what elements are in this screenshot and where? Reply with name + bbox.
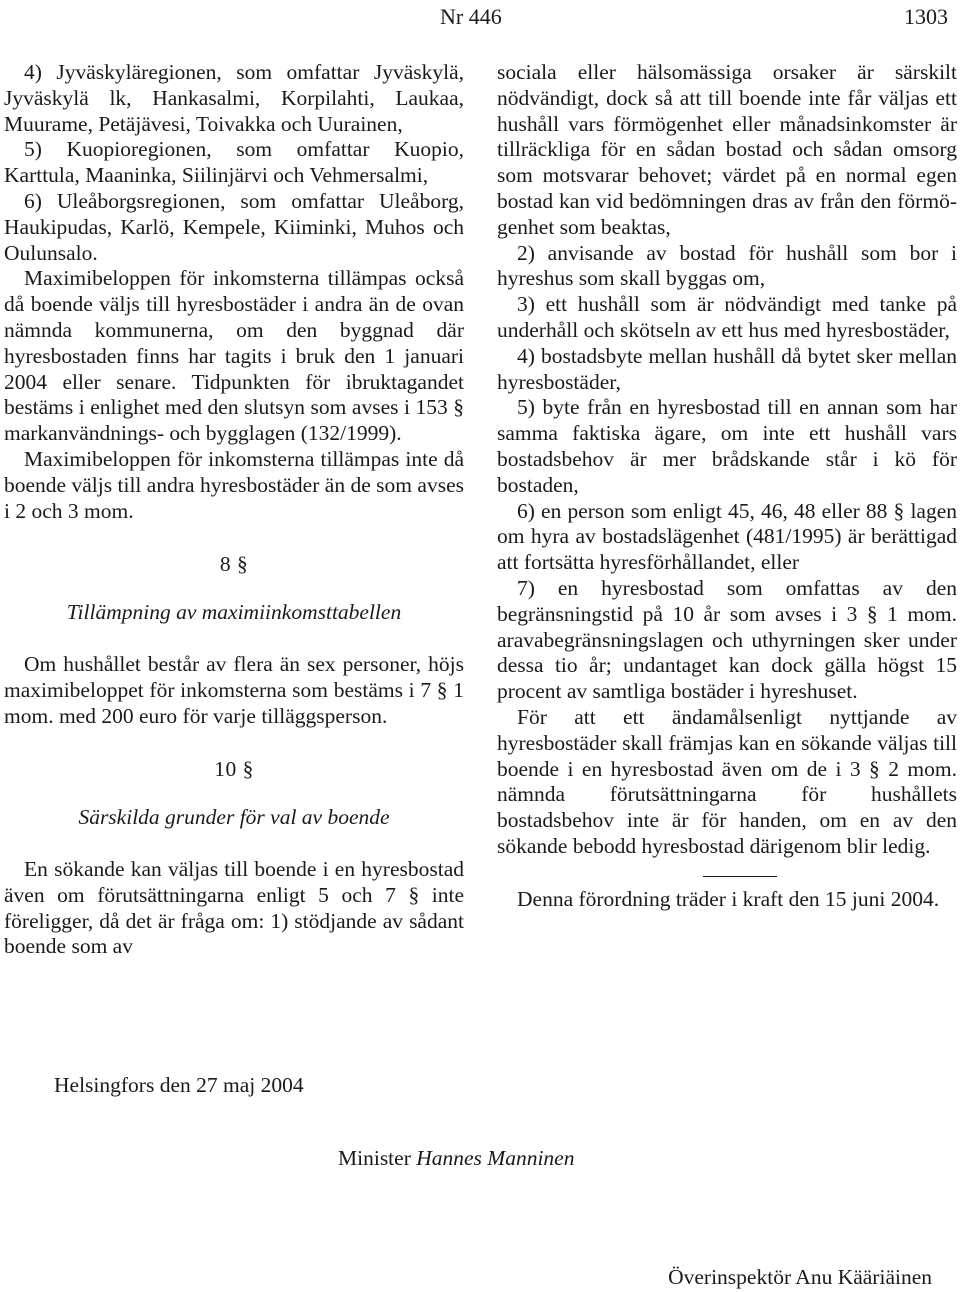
signature-place-date: Helsingfors den 27 maj 2004 [54,1073,304,1097]
paragraph: Maximibeloppen för inkomsterna tillämpas också då boende väljs till hyresbostäder i andra än de ovan nämnda kommunerna, om den byggnad där hyresbostaden finns har tagits i bruk den 1 januari 2004 eller senare. Tidpunkten för ibruktagandet bestäms i enlighet med den slutsyn som avses i 153 § markanvändnings- och bygglagen (132/1999). [4,266,464,446]
issue-number: Nr 446 [440,4,502,29]
entry-into-force: Denna förordning träder i kraft den 15 juni 2004. [517,886,940,911]
section-heading: Tillämpning av maximiinkomsttabellen [66,600,402,625]
list-item: 5) Kuopioregionen, som omfattar Kuopio, Karttula, Maaninka, Siilinjärvi och Vehmersalmi, [4,137,464,188]
minister-signature [338,1146,574,1171]
section-number: 8 § [219,552,249,577]
list-item: 3) ett hushåll som är nödvändigt med tanke på underhåll och skötseln av ett hus med hyresbostäder, [497,292,957,342]
page-header [0,0,960,36]
list-item: 2) anvisande av bostad för hushåll som bor i hyreshus som skall byggas om, [497,240,957,291]
list-item: 4) bostadsbyte mellan hushåll då bytet sker mellan hyresbostäder, [497,343,957,394]
section-number: 10 § [214,757,254,782]
list-item: 7) en hyresbostad som omfattas av den begränsningstid på 10 år som avses i 3 § 1 mom. aravabegränsningslagen och uthyrningen sker under dessa tio år; undantaget kan dock gälla högst 15 procent av samtliga bostäder i hyreshuset. [497,575,957,704]
official-signature: Överinspektör Anu Kääriäinen [668,1265,932,1289]
list-item: 6) Uleåborgsregionen, som omfattar Uleåborg, Haukipudas, Karlö, Kempele, Kiiminki, Muhos och Oulunsalo. [4,188,464,265]
paragraph: Om hushållet består av flera än sex personer, höjs maximibeloppet för inkomsterna som bestäms i 7 § 1 mom. med 200 euro för varje tilläggsperson. [4,651,464,728]
paragraph: En sökande kan väljas till boende i en hyresbostad även om förutsättningarna enligt 5 och 7 § inte föreligger, då det är fråga om: 1) stödjande av sådant boende som av [4,856,464,959]
paragraph: För att ett ändamålsenligt nyttjande av hyresbostäder skall främjas kan en sökande väljas till boende i en hyresbostad även om de i 3 § 2 mom. nämnda förutsättningarna för hushållets bostadsbehov inte är för handen, om en av den sökande bebodd hyresbostad därigenom blir ledig. [497,704,957,858]
minister-name: Hannes Manninen [416,1146,575,1170]
minister-title: Minister [338,1146,411,1170]
list-item: 4) Jyväskyläregionen, som omfattar Jyväskylä, Jyväskylä lk, Hankasalmi, Korpilahti, Laukaa, Muurame, Petäjävesi, Toivakka och Uurainen, [4,60,464,136]
list-item: 5) byte från en hyresbostad till en annan som har samma faktiska ägare, om inte ett hushåll vars bostadsbehov är mer brådskande står i kö för bostaden, [497,395,957,497]
right-column [497,60,957,913]
page-number: 1303 [904,4,948,29]
list-item: 6) en person som enligt 45, 46, 48 eller 88 § lagen om hyra av bostadslägenhet (481/1995) är berättigad att fortsätta hyresförhållandet, eller [497,498,957,575]
left-column [4,60,464,960]
separator-rule [703,876,777,877]
paragraph: Maximibeloppen för inkomsterna tillämpas inte då boende väljs till andra hyresbostäder än de som avses i 2 och 3 mom. [4,446,464,523]
section-heading: Särskilda grunder för val av boende [78,805,390,830]
paragraph-continuation: sociala eller hälsomässiga orsaker är särskilt nödvändigt, dock så att till boende inte får väljas ett hushåll vars förmögenhet eller månadsinkomster är tillräckliga för en sådan bostad och sådan omsorg som motsvarar behovet; värdet på en normal egen bostad kan vid bedömningen dras av från den förmögenhet som beaktas, [497,60,957,239]
